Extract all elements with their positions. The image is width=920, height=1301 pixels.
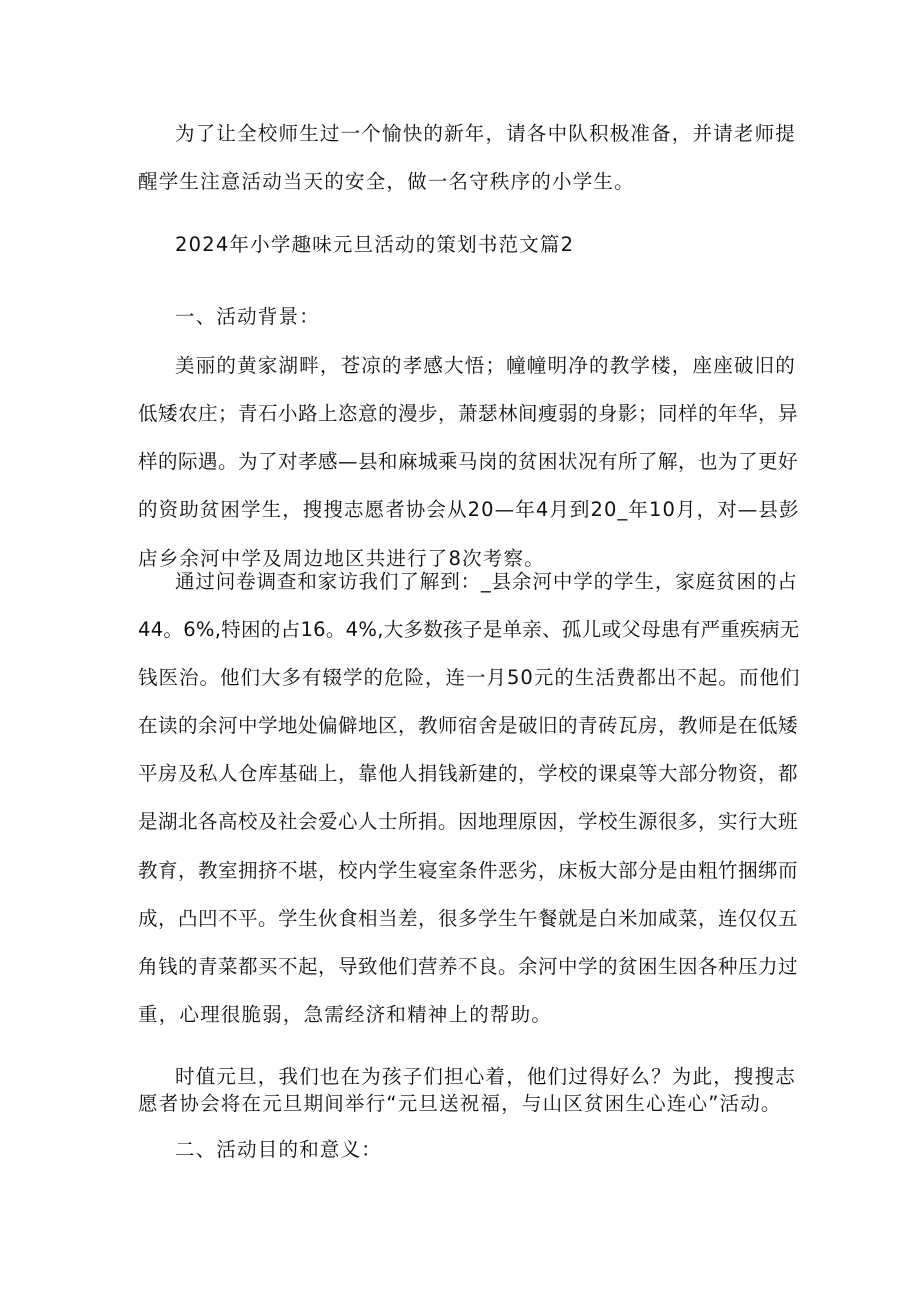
text-line: 在读的余河中学地处偏僻地区，教师宿舍是破旧的青砖瓦房，教师是在低矮 [138, 714, 799, 737]
text-line: 是湖北各高校及社会爱心人士所捐。因地理原因，学校生源很多，实行大班 [138, 810, 799, 833]
text-line: 成，凸凹不平。学生伙食相当差，很多学生午餐就是白米加咸菜，连仅仅五 [138, 907, 799, 930]
text-line: 的资助贫困学生，搜搜志愿者协会从20—年4月到20_年10月，对—县彭 [138, 498, 800, 521]
text-line: 美丽的黄家湖畔，苍凉的孝感大悟；幢幢明净的教学楼，座座破旧的 [175, 354, 797, 377]
text-line: 44。6%,特困的占16。4%,大多数孩子是单亲、孤儿或父母患有严重疾病无 [138, 618, 800, 641]
text-line: 店乡余河中学及周边地区共进行了8次考察。 [138, 547, 545, 570]
text-line: 教育，教室拥挤不堪，校内学生寝室条件恶劣，床板大部分是由粗竹捆绑而 [138, 859, 799, 882]
text-line: 角钱的青菜都买不起，导致他们营养不良。余河中学的贫困生因各种压力过 [138, 955, 799, 978]
text-line: 时值元旦，我们也在为孩子们担心着，他们过得好么？为此，搜搜志 [175, 1065, 797, 1088]
heading-text: 二、活动目的和意义： [175, 1138, 383, 1161]
text-line: 醒学生注意活动当天的安全，做一名守秩序的小学生。 [138, 170, 635, 193]
text-line: 平房及私人仓库基础上，靠他人捐钱新建的，学校的课桌等大部分物资，都 [138, 762, 799, 785]
text-line: 样的际遇。为了对孝感—县和麻城乘马岗的贫困状况有所了解，也为了更好 [138, 450, 799, 473]
text-line: 愿者协会将在元旦期间举行“元旦送祝福，与山区贫困生心连心”活动。 [138, 1092, 782, 1115]
text-line: 为了让全校师生过一个愉快的新年，请各中队积极准备，并请老师提 [175, 122, 797, 145]
text-line: 重，心理很脆弱，急需经济和精神上的帮助。 [138, 1003, 553, 1026]
text-line: 通过问卷调查和家访我们了解到：_县余河中学的学生，家庭贫困的占 [175, 570, 798, 593]
text-line: 钱医治。他们大多有辍学的危险，连一月50元的生活费都出不起。而他们 [138, 666, 801, 689]
heading-text: 一、活动背景： [175, 305, 320, 328]
text-line: 低矮农庄；青石小路上恣意的漫步，萧瑟林间瘦弱的身影；同样的年华，异 [138, 402, 799, 425]
title-text: 2024年小学趣味元旦活动的策划书范文篇2 [175, 233, 575, 256]
